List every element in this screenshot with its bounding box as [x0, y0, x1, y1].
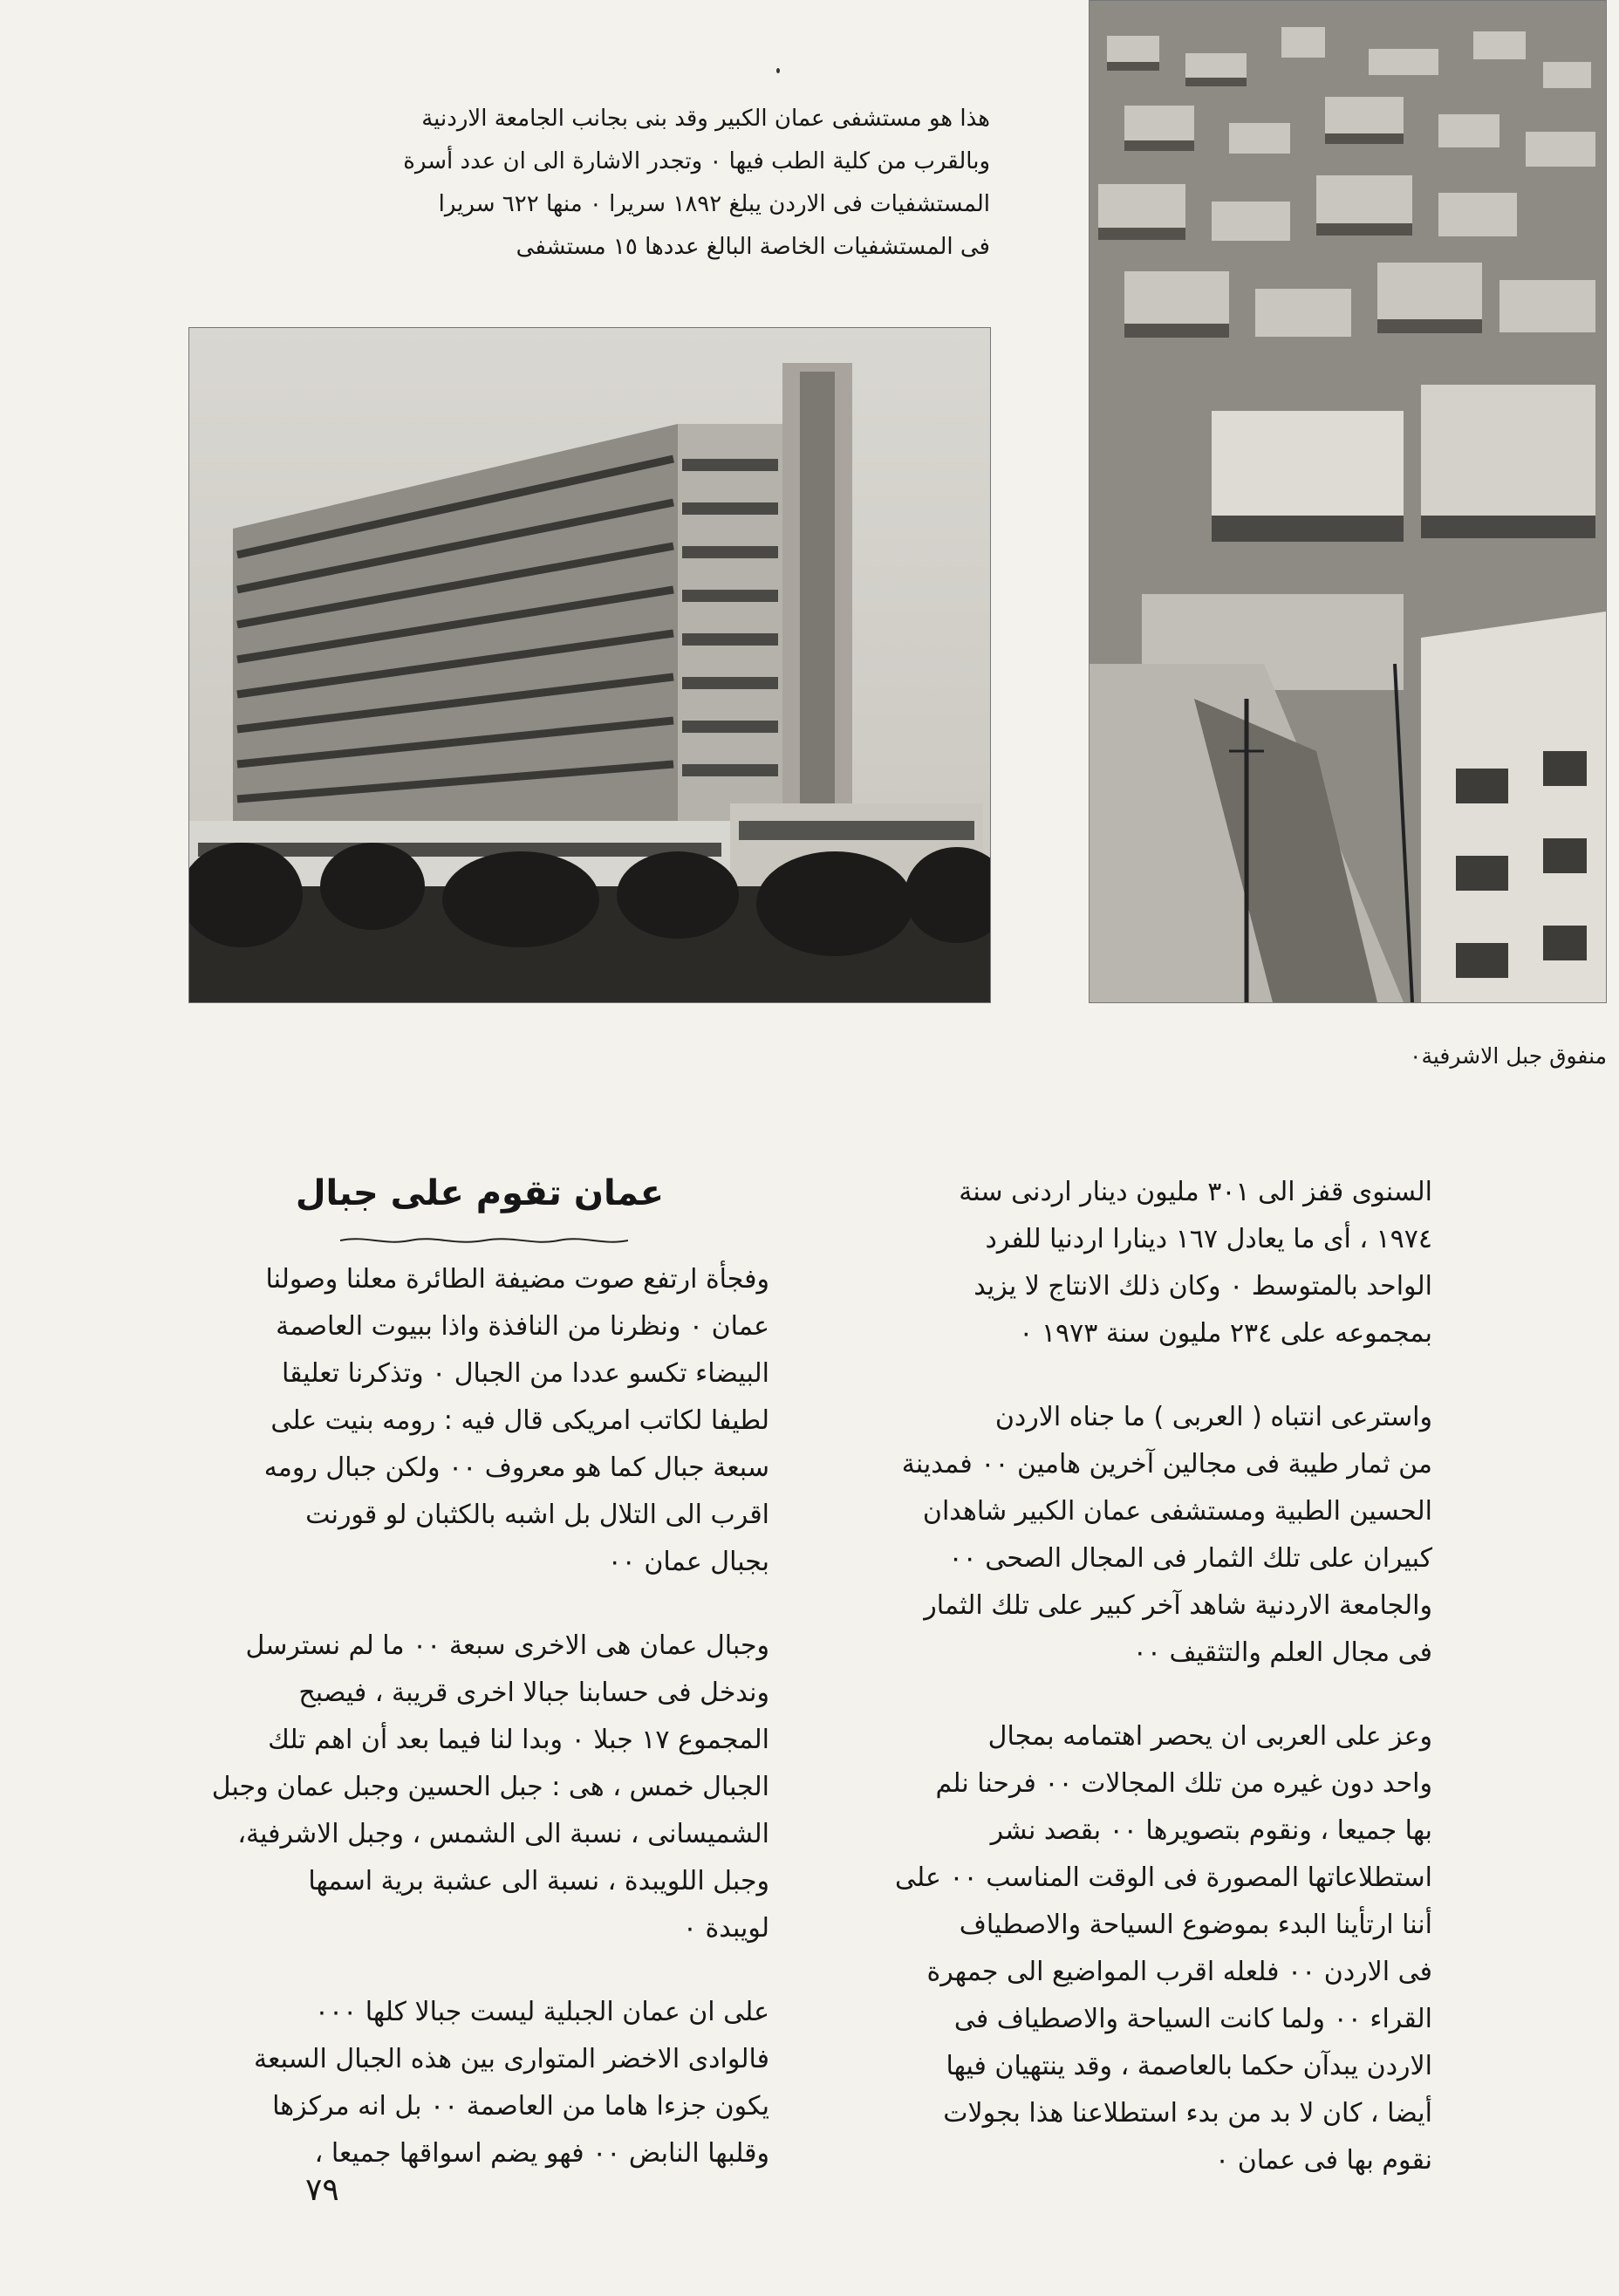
caption-line: المستشفيات فى الاردن يبلغ ١٨٩٢ سريرا ٠ منها ٦٢٢ سريرا	[438, 191, 990, 217]
left-text-column	[190, 1256, 769, 2214]
text-line: والجامعة الاردنية شاهد آخر كبير على تلك الثمار	[924, 1590, 1432, 1621]
ashrafiyeh-aerial-photo	[1089, 0, 1607, 1003]
text-line: وفجأة ارتفع صوت مضيفة الطائرة معلنا وصولنا	[265, 1264, 769, 1295]
text-line: القراء ٠٠ ولما كانت السياحة والاصطياف فى	[953, 2004, 1432, 2034]
caption-line: وبالقرب من كلية الطب فيها ٠ وتجدر الاشارة الى ان عدد أسرة	[403, 148, 990, 174]
text-line: وجبال عمان هى الاخرى سبعة ٠٠ ما لم نسترسل	[245, 1630, 769, 1661]
aerial-photo-caption: منفوق جبل الاشرفية٠	[1410, 1043, 1607, 1069]
text-line: ١٩٧٤ ، أى ما يعادل ١٦٧ دينارا اردنيا للفرد	[985, 1224, 1432, 1254]
text-line: وجبل اللويبدة ، نسبة الى عشبة برية اسمها	[308, 1866, 769, 1896]
text-line: استطلاعاتها المصورة فى الوقت المناسب ٠٠ على	[895, 1862, 1432, 1893]
text-line: البيضاء تكسو عددا من الجبال ٠ وتذكرنا تعليقا	[281, 1358, 769, 1389]
paragraph	[839, 1169, 1432, 1357]
text-line: يكون جزءا هاما من العاصمة ٠٠ بل انه مركزها	[272, 2091, 769, 2122]
paragraph	[190, 1623, 769, 1952]
text-line: نقوم بها فى عمان ٠	[1215, 2145, 1432, 2176]
text-line: وقلبها النابض ٠٠ فهو يضم اسواقها جميعا ،	[314, 2138, 769, 2169]
text-line: على ان عمان الجبلية ليست جبالا كلها ٠٠٠	[314, 1997, 769, 2027]
caption-line: هذا هو مستشفى عمان الكبير وقد بنى بجانب الجامعة الاردنية	[421, 106, 990, 132]
paragraph	[190, 1989, 769, 2177]
text-line: عمان ٠ ونظرنا من النافذة واذا ببيوت العاصمة	[276, 1311, 769, 1342]
page-number: ٧٩	[305, 2172, 339, 2208]
text-line: واسترعى انتباه ( العربى ) ما جناه الاردن	[994, 1402, 1432, 1432]
text-line: بجبال عمان ٠٠	[607, 1547, 769, 1577]
text-line: فالوادى الاخضر المتوارى بين هذه الجبال السبعة	[254, 2044, 769, 2074]
text-line: اقرب الى التلال بل اشبه بالكثبان لو قورنت	[305, 1500, 769, 1530]
text-line: أننا ارتأينا البدء بموضوع السياحة والاصطياف	[959, 1910, 1432, 1940]
text-line: لويبدة ٠	[682, 1913, 769, 1944]
title-underline-ornament	[340, 1234, 628, 1247]
paragraph	[190, 1256, 769, 1586]
caption-line: فى المستشفيات الخاصة البالغ عددها ١٥ مستشفى	[516, 234, 990, 260]
text-line: واحد دون غيره من تلك المجالات ٠٠ فرحنا نلم	[935, 1768, 1432, 1799]
text-line: لطيفا لكاتب امريكى قال فيه : رومه بنيت على	[270, 1405, 769, 1436]
paragraph	[839, 1394, 1432, 1677]
hospital-photo	[188, 327, 991, 1003]
text-line: الحسين الطبية ومستشفى عمان الكبير شاهدان	[922, 1496, 1432, 1527]
city-houses-image	[1090, 1, 1606, 1002]
text-line: كبيران على تلك الثمار فى المجال الصحى ٠٠	[948, 1543, 1432, 1574]
text-line: وندخل فى حسابنا جبالا اخرى قريبة ، فيصبح	[298, 1678, 769, 1708]
text-line: الشميسانى ، نسبة الى الشمس ، وجبل الاشرفية،	[237, 1819, 769, 1849]
text-line: بها جميعا ، ونقوم بتصويرها ٠٠ بقصد نشر	[990, 1815, 1432, 1846]
text-line: الجبال خمس ، هى : جبل الحسين وجبل عمان وجبل	[211, 1772, 769, 1802]
paragraph	[839, 1713, 1432, 2184]
section-title: عمان تقوم على جبال	[295, 1173, 665, 1213]
text-line: بمجموعه على ٢٣٤ مليون سنة ١٩٧٣ ٠	[1019, 1318, 1432, 1349]
text-line: السنوى قفز الى ٣٠١ مليون دينار اردنى سنة	[959, 1177, 1432, 1207]
text-line: سبعة جبال كما هو معروف ٠٠ ولكن جبال رومه	[263, 1452, 769, 1483]
text-line: المجموع ١٧ جبلا ٠ وبدا لنا فيما بعد أن اهم تلك	[268, 1725, 769, 1755]
text-line: الواحد بالمتوسط ٠ وكان ذلك الانتاج لا يزيد	[973, 1271, 1432, 1302]
hospital-building-image	[189, 328, 990, 1002]
text-line: من ثمار طيبة فى مجالين آخرين هامين ٠٠ فمدينة	[901, 1449, 1432, 1479]
text-line: الاردن يبدآن حكما بالعاصمة ، وقد ينتهيان فيها	[946, 2051, 1432, 2081]
text-line: أيضا ، كان لا بد من بدء استطلاعنا هذا بجولات	[943, 2098, 1432, 2129]
right-text-column	[839, 1169, 1432, 2221]
text-line: فى الاردن ٠٠ فلعله اقرب المواضيع الى جمهرة	[926, 1957, 1432, 1987]
text-line: وعز على العربى ان يحصر اهتمامه بمجال	[987, 1721, 1432, 1752]
print-speck	[776, 68, 780, 73]
hospital-photo-caption	[222, 98, 990, 269]
text-line: فى مجال العلم والتثقيف ٠٠	[1132, 1637, 1432, 1668]
